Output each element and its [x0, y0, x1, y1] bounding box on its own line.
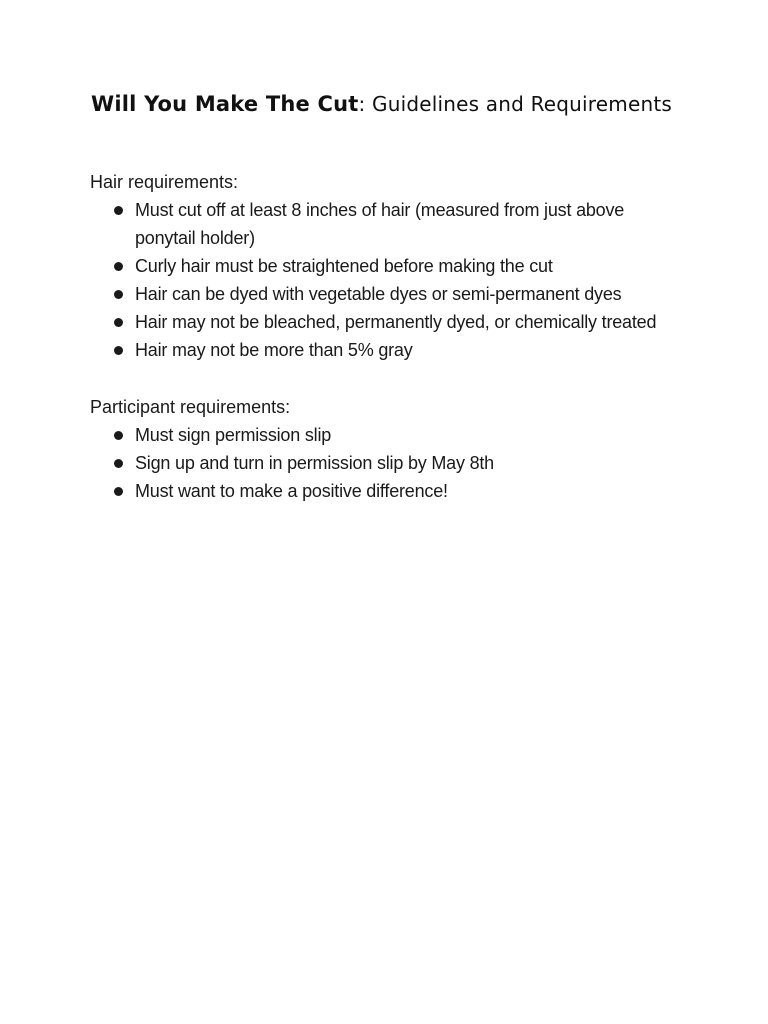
bullet-icon — [114, 487, 123, 496]
list-item — [90, 421, 710, 449]
list-item — [90, 308, 710, 336]
bullet-icon — [114, 431, 123, 440]
bullet-icon — [114, 346, 123, 355]
list-item-text: Hair can be dyed with vegetable dyes or semi-permanent dyes — [135, 284, 622, 304]
list-item — [90, 477, 710, 505]
bullet-icon — [114, 459, 123, 468]
participant-requirements-section — [90, 393, 710, 505]
list-item-text: Must sign permission slip — [135, 425, 332, 445]
list-item-text: Sign up and turn in permission slip by May 8th — [135, 453, 494, 473]
list-item — [90, 449, 710, 477]
list-item-text: Hair may not be bleached, permanently dyed, or chemically treated — [135, 312, 657, 332]
list-item-text: Curly hair must be straightened before making the cut — [135, 256, 553, 276]
title-subtitle-part: : Guidelines and Requirements — [358, 92, 673, 116]
hair-requirements-section — [90, 168, 710, 364]
bullet-icon — [114, 206, 123, 215]
hair-requirements-heading: Hair requirements: — [90, 172, 239, 192]
title-bold-part: Will You Make The Cut — [91, 92, 359, 116]
list-item-text: Must cut off at least 8 inches of hair (measured from just above ponytail holder) — [135, 200, 625, 248]
participant-requirements-list — [90, 421, 710, 505]
document-title — [91, 92, 731, 116]
bullet-icon — [114, 318, 123, 327]
bullet-icon — [114, 262, 123, 271]
hair-requirements-list — [90, 196, 710, 364]
list-item — [90, 252, 710, 280]
list-item-text: Hair may not be more than 5% gray — [135, 340, 413, 360]
list-item — [90, 196, 710, 252]
participant-requirements-heading: Participant requirements: — [90, 397, 291, 417]
bullet-icon — [114, 290, 123, 299]
list-item-text: Must want to make a positive difference! — [135, 481, 448, 501]
list-item — [90, 336, 710, 364]
list-item — [90, 280, 710, 308]
